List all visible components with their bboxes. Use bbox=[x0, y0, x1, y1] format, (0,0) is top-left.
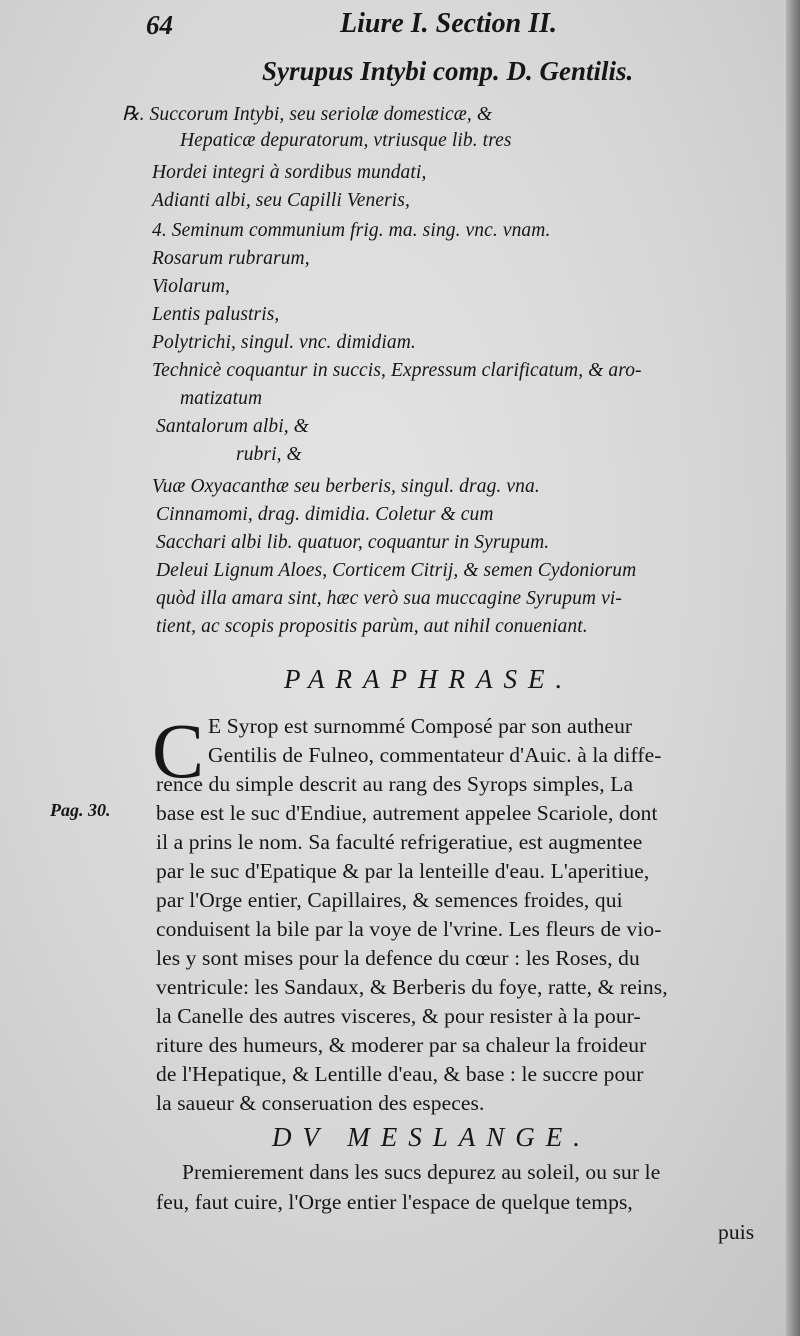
recipe-line: Polytrichi, singul. vnc. dimidiam. bbox=[152, 332, 416, 353]
page-gutter-shadow bbox=[786, 0, 800, 1336]
recipe-line: Adianti albi, seu Capilli Veneris, bbox=[152, 190, 410, 211]
meslange-heading: DV MESLANGE. bbox=[272, 1122, 591, 1152]
paraphrase-heading: PARAPHRASE. bbox=[284, 664, 574, 694]
paraphrase-line: de l'Hepatique, & Lentille d'eau, & base : le succre pour bbox=[156, 1062, 644, 1086]
recipe-line: Technicè coquantur in succis, Expressum clarificatum, & aro- bbox=[152, 360, 642, 381]
paraphrase-line: conduisent la bile par la voye de l'vrine. Les fleurs de vio- bbox=[156, 917, 662, 941]
recipe-title: Syrupus Intybi comp. D. Gentilis. bbox=[262, 56, 634, 86]
paraphrase-line: rence du simple descrit au rang des Syrops simples, La bbox=[156, 772, 634, 796]
meslange-line: Premierement dans les sucs depurez au soleil, ou sur le bbox=[182, 1160, 661, 1184]
paraphrase-line: Gentilis de Fulneo, commentateur d'Auic. à la diffe- bbox=[208, 743, 662, 767]
recipe-line: ℞. Succorum Intybi, seu seriolæ domesticæ, & bbox=[122, 104, 493, 125]
paraphrase-line: riture des humeurs, & moderer par sa chaleur la froideur bbox=[156, 1033, 647, 1057]
paraphrase-line: E Syrop est surnommé Composé par son autheur bbox=[208, 714, 633, 738]
recipe-line: 4. Seminum communium frig. ma. sing. vnc. vnam. bbox=[152, 220, 551, 241]
paraphrase-line: il a prins le nom. Sa faculté refrigeratiue, est augmentee bbox=[156, 830, 643, 854]
recipe-line: Santalorum albi, & bbox=[156, 416, 309, 437]
recipe-line: rubri, & bbox=[236, 444, 302, 465]
paraphrase-line: les y sont mises pour la defence du cœur : les Roses, du bbox=[156, 946, 640, 970]
paraphrase-line: ventricule: les Sandaux, & Berberis du foye, ratte, & reins, bbox=[156, 975, 668, 999]
recipe-line: matizatum bbox=[180, 388, 263, 409]
recipe-line: Violarum, bbox=[152, 276, 230, 297]
recipe-line: Vuæ Oxyacanthæ seu berberis, singul. drag. vna. bbox=[152, 476, 540, 497]
paraphrase-line: la saueur & conseruation des especes. bbox=[156, 1091, 485, 1115]
drop-cap: C bbox=[152, 707, 205, 794]
recipe-line: Hepaticæ depuratorum, vtriusque lib. tres bbox=[180, 130, 512, 151]
recipe-line: tient, ac scopis propositis parùm, aut nihil conueniant. bbox=[156, 616, 588, 637]
margin-note: Pag. 30. bbox=[50, 800, 111, 820]
meslange-line: feu, faut cuire, l'Orge entier l'espace de quelque temps, bbox=[156, 1190, 633, 1214]
catchword: puis bbox=[718, 1220, 755, 1244]
recipe-line: Hordei integri à sordibus mundati, bbox=[152, 162, 427, 183]
recipe-line: Sacchari albi lib. quatuor, coquantur in Syrupum. bbox=[156, 532, 550, 553]
paraphrase-line: base est le suc d'Endiue, autrement appelee Scariole, dont bbox=[156, 801, 658, 825]
page-number: 64 bbox=[146, 10, 173, 40]
running-title: Liure I. Section II. bbox=[340, 8, 558, 39]
recipe-line: Rosarum rubrarum, bbox=[152, 248, 310, 269]
paraphrase-line: la Canelle des autres visceres, & pour resister à la pour- bbox=[156, 1004, 641, 1028]
paraphrase-line: par l'Orge entier, Capillaires, & semences froides, qui bbox=[156, 888, 623, 912]
recipe-line: Deleui Lignum Aloes, Corticem Citrij, & semen Cydoniorum bbox=[156, 560, 637, 581]
paraphrase-line: par le suc d'Epatique & par la lenteille d'eau. L'aperitiue, bbox=[156, 859, 650, 883]
recipe-line: Cinnamomi, drag. dimidia. Coletur & cum bbox=[156, 504, 494, 525]
recipe-line: Lentis palustris, bbox=[152, 304, 280, 325]
recipe-line: quòd illa amara sint, hæc verò sua muccagine Syrupum vi- bbox=[156, 588, 622, 609]
